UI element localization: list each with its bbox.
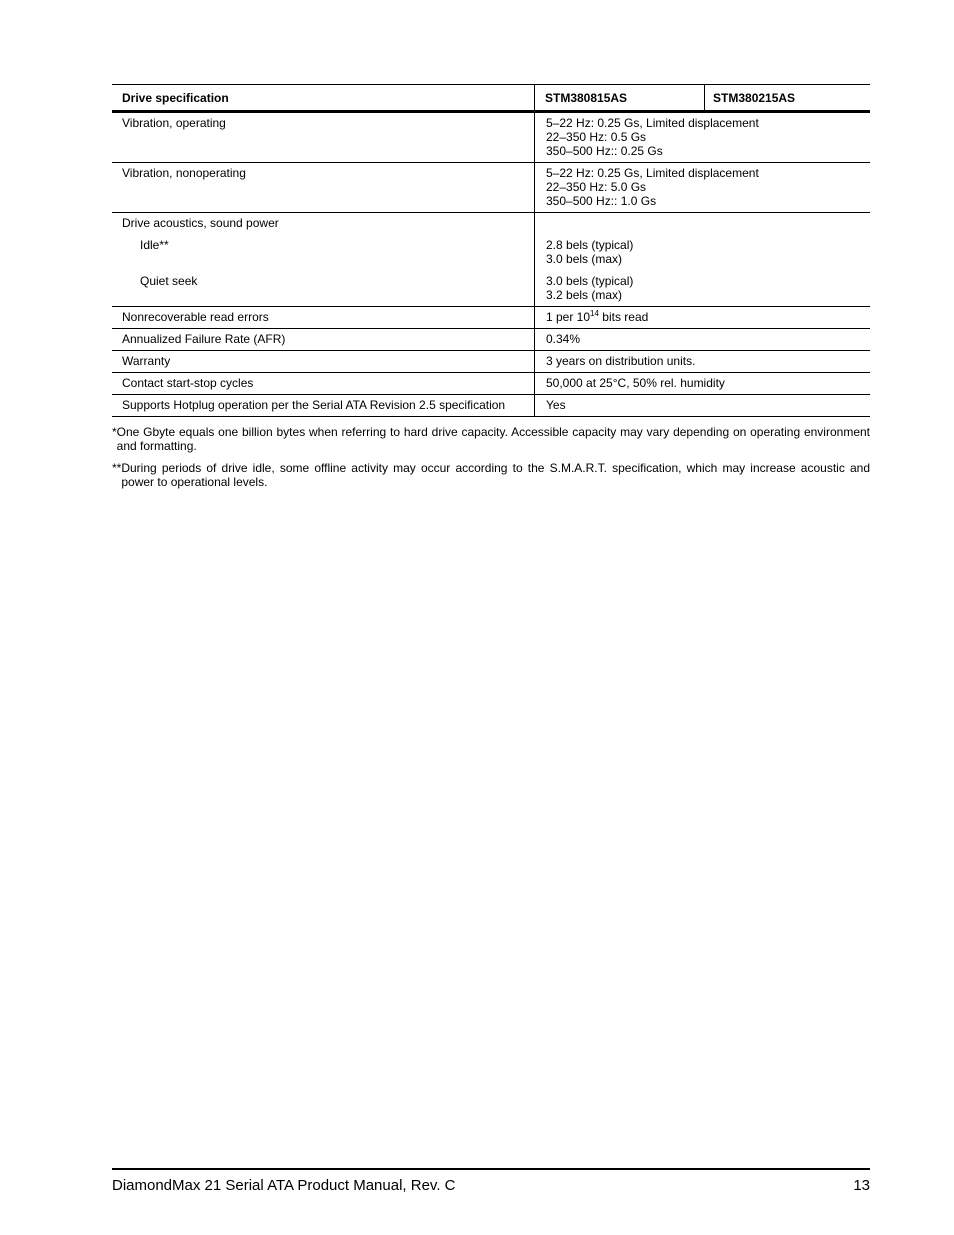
row-value-warranty: 3 years on distribution units. bbox=[535, 351, 871, 373]
row-label-drive-acoustics: Drive acoustics, sound power bbox=[122, 216, 279, 230]
drive-spec-table bbox=[112, 84, 870, 417]
table-row bbox=[112, 373, 870, 395]
row-value-idle: 2.8 bels (typical) 3.0 bels (max) bbox=[546, 238, 634, 266]
table-row bbox=[112, 307, 870, 329]
row-sublabel-idle: Idle** bbox=[140, 238, 169, 252]
footer-divider bbox=[112, 1168, 870, 1170]
table-header-row bbox=[112, 85, 870, 112]
table-row bbox=[112, 163, 870, 213]
footnotes bbox=[112, 425, 870, 497]
table-row bbox=[112, 112, 870, 163]
header-stm380215as: STM380215AS bbox=[705, 85, 870, 112]
page-number: 13 bbox=[853, 1177, 870, 1194]
row-value-afr: 0.34% bbox=[535, 329, 871, 351]
row-value-nonrecoverable-read-errors: 1 per $10^{14}$ bits read bbox=[535, 307, 871, 329]
row-value-vibration-operating: 5–22 Hz: 0.25 Gs, Limited displacement 22–350 Hz: 0.5 Gs 350–500 Hz:: 0.25 Gs bbox=[546, 116, 759, 158]
row-value-hotplug: Yes bbox=[535, 395, 871, 417]
row-label-vibration-nonoperating: Vibration, nonoperating bbox=[112, 163, 535, 213]
row-label-hotplug: Supports Hotplug operation per the Serial ATA Revision 2.5 specification bbox=[112, 395, 535, 417]
footer-manual-title: DiamondMax 21 Serial ATA Product Manual, Rev. C bbox=[112, 1177, 456, 1194]
row-label-warranty: Warranty bbox=[112, 351, 535, 373]
table-row bbox=[112, 329, 870, 351]
row-value-vibration-nonoperating: 5–22 Hz: 0.25 Gs, Limited displacement 22–350 Hz: 5.0 Gs 350–500 Hz:: 1.0 Gs bbox=[546, 166, 759, 208]
row-label-afr: Annualized Failure Rate (AFR) bbox=[112, 329, 535, 351]
row-label-vibration-operating: Vibration, operating bbox=[112, 112, 535, 163]
table-row bbox=[112, 213, 870, 307]
row-value-quiet-seek: 3.0 bels (typical) 3.2 bels (max) bbox=[546, 274, 634, 302]
footnote-mark: ** bbox=[112, 461, 122, 475]
table-row bbox=[112, 351, 870, 373]
footnote-idle bbox=[112, 461, 870, 489]
row-label-contact-start-stop-cycles: Contact start-stop cycles bbox=[112, 373, 535, 395]
row-label-nonrecoverable-read-errors: Nonrecoverable read errors bbox=[112, 307, 535, 329]
footnote-capacity bbox=[112, 425, 870, 453]
footnote-mark: * bbox=[112, 425, 117, 439]
row-value-contact-start-stop-cycles: 50,000 at 25°C, 50% rel. humidity bbox=[535, 373, 871, 395]
header-stm380815as: STM380815AS bbox=[535, 85, 705, 112]
table-row bbox=[112, 395, 870, 417]
footnote-text: During periods of drive idle, some offline activity may occur according to the S.M.A.R.T. specification, which may increase acoustic and power to operational levels. bbox=[121, 461, 870, 489]
header-drive-specification: Drive specification bbox=[112, 85, 535, 112]
row-sublabel-quiet-seek: Quiet seek bbox=[140, 274, 198, 288]
footnote-text: One Gbyte equals one billion bytes when referring to hard drive capacity. Accessible capacity may vary depending on operating environment and formatting. bbox=[116, 425, 870, 453]
